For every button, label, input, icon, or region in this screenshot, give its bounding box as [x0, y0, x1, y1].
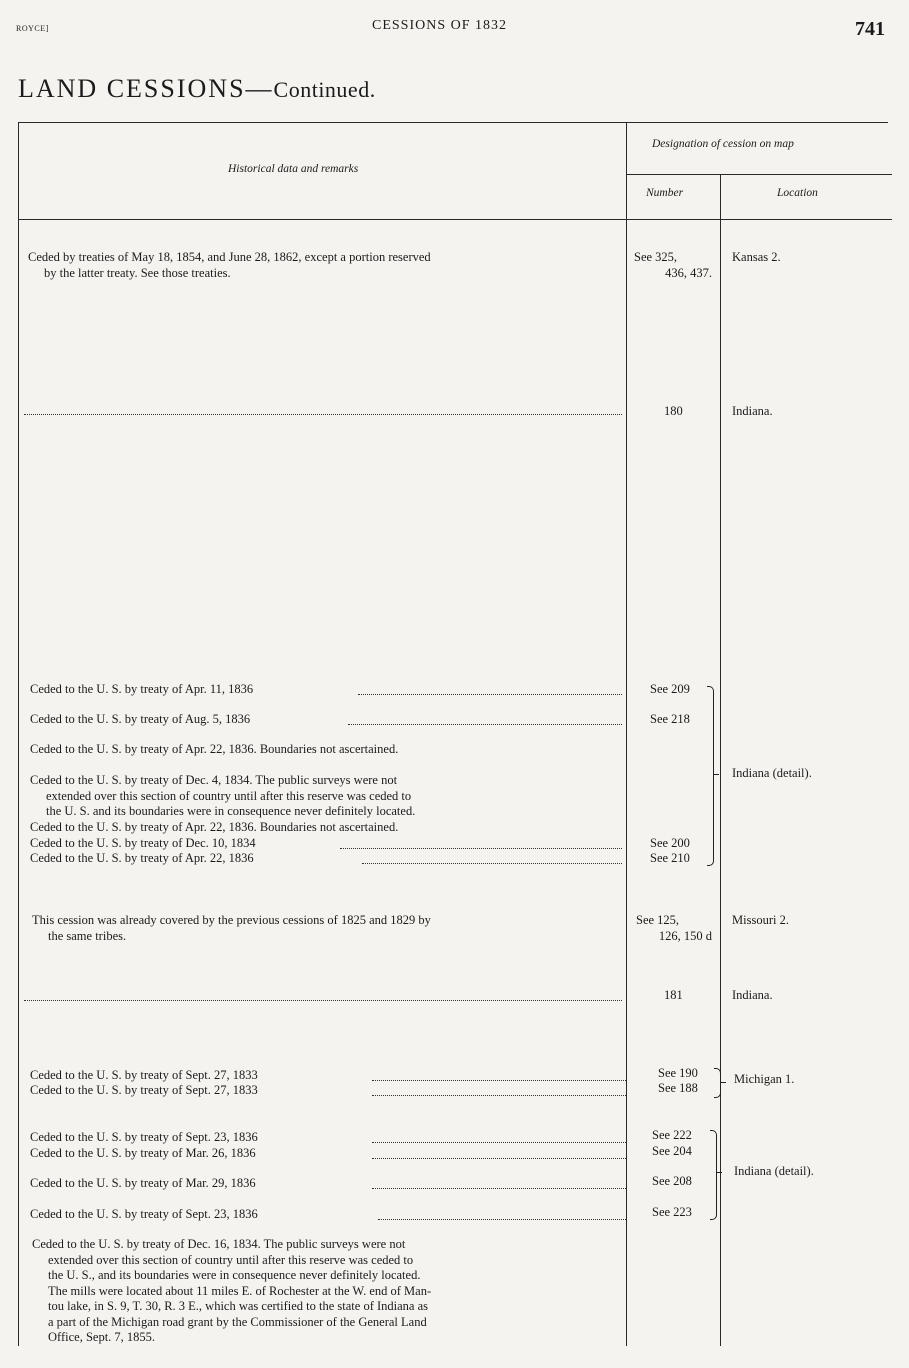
- g2-brace-tip: [721, 1082, 726, 1083]
- g1-row-b-leader: [348, 724, 622, 725]
- row-180-location: Indiana.: [732, 404, 773, 418]
- g2-row-a-leader: [372, 1080, 626, 1081]
- g3-row-a-number: See 222: [652, 1128, 692, 1142]
- column-head-number: Number: [646, 187, 684, 199]
- g2-row-b-number: See 188: [658, 1081, 698, 1095]
- g3-brace: [710, 1130, 717, 1220]
- g1-row-d: [30, 773, 415, 820]
- remark-line: This cession was already covered by the previous cessions of 1825 and 1829 by: [32, 913, 431, 927]
- table-left-rule: [18, 122, 19, 1346]
- table-top-rule: [18, 122, 888, 123]
- g3-row-d-number: See 223: [652, 1205, 692, 1219]
- remark-line: extended over this section of country until after this reserve was ceded to: [48, 1252, 414, 1267]
- header-bottom-rule: [18, 219, 892, 220]
- remark-line: the same tribes.: [48, 928, 127, 943]
- remark-line: Office, Sept. 7, 1855.: [48, 1330, 156, 1344]
- remark-line: extended over this section of country until after this reserve was ceded to: [46, 788, 412, 803]
- g1-brace: [707, 686, 714, 866]
- g3-row-d-leader: [378, 1219, 626, 1220]
- g1-row-a: Ceded to the U. S. by treaty of Apr. 11, 1836: [30, 682, 254, 696]
- g2-row-a-number: See 190: [658, 1066, 698, 1080]
- column-head-historical: Historical data and remarks: [228, 163, 359, 175]
- running-head-title: CESSIONS OF 1832: [372, 18, 508, 33]
- page-title: [18, 74, 376, 104]
- g2-location: Michigan 1.: [734, 1072, 795, 1086]
- column-head-location: Location: [777, 187, 818, 199]
- g1-row-e: Ceded to the U. S. by treaty of Apr. 22, 1836. Boundaries not ascertained.: [30, 820, 399, 834]
- column-rule-1: [626, 122, 627, 1346]
- g1-row-g-leader: [362, 863, 622, 864]
- row-180-number: 180: [664, 404, 683, 418]
- remark-line: by the latter treaty. See those treaties.: [44, 265, 231, 280]
- remark-line: a part of the Michigan road grant by the Commissioner of the General Land: [48, 1314, 427, 1329]
- row-181-leader: [24, 1000, 622, 1001]
- g3-row-e: [32, 1237, 431, 1346]
- page-number: 741: [855, 18, 885, 40]
- g1-row-f-number: See 200: [650, 836, 690, 850]
- title-dash: —: [245, 74, 274, 103]
- g2-brace: [714, 1068, 721, 1098]
- row-kansas-remark: [28, 250, 431, 281]
- running-head-author: ROYCE]: [16, 24, 49, 33]
- g1-row-b-number: See 218: [650, 712, 690, 726]
- g1-row-f: Ceded to the U. S. by treaty of Dec. 10, 1834: [30, 836, 256, 850]
- designation-subhead-rule: [626, 174, 892, 175]
- remark-line: Ceded to the U. S. by treaty of Dec. 4, 1834. The public surveys were not: [30, 773, 398, 787]
- row-181-location: Indiana.: [732, 988, 773, 1002]
- remark-line: tou lake, in S. 9, T. 30, R. 3 E., which was certified to the state of Indiana as: [48, 1299, 429, 1313]
- row-kansas-number: [634, 250, 712, 281]
- number-line: 436, 437.: [665, 265, 712, 280]
- remark-line: the U. S. and its boundaries were in consequence never definitely located.: [46, 804, 416, 818]
- row-181-number: 181: [664, 988, 683, 1002]
- row-kansas-location: Kansas 2.: [732, 250, 781, 264]
- g1-row-g: Ceded to the U. S. by treaty of Apr. 22, 1836: [30, 851, 254, 865]
- g3-row-b: Ceded to the U. S. by treaty of Mar. 26, 1836: [30, 1146, 256, 1160]
- row-180-leader: [24, 414, 622, 415]
- g3-row-b-number: See 204: [652, 1144, 692, 1158]
- column-rule-2: [720, 174, 721, 1346]
- g1-row-f-leader: [340, 848, 622, 849]
- g2-row-b-leader: [372, 1095, 626, 1096]
- g2-row-b: Ceded to the U. S. by treaty of Sept. 27, 1833: [30, 1083, 258, 1097]
- title-main: LAND CESSIONS: [18, 74, 246, 103]
- g3-row-c-leader: [372, 1188, 626, 1189]
- g2-row-a: Ceded to the U. S. by treaty of Sept. 27, 1833: [30, 1068, 258, 1082]
- g3-row-d: Ceded to the U. S. by treaty of Sept. 23, 1836: [30, 1207, 258, 1221]
- number-line: See 325,: [634, 250, 678, 264]
- g3-row-c: Ceded to the U. S. by treaty of Mar. 29, 1836: [30, 1176, 256, 1190]
- g1-brace-tip: [714, 774, 719, 775]
- g3-row-a-leader: [372, 1142, 626, 1143]
- remark-line: The mills were located about 11 miles E. of Rochester at the W. end of Man-: [48, 1283, 432, 1298]
- remark-line: the U. S., and its boundaries were in consequence never definitely located.: [48, 1268, 421, 1282]
- remark-line: Ceded by treaties of May 18, 1854, and June 28, 1862, except a portion reserved: [28, 250, 431, 264]
- number-line: See 125,: [636, 913, 680, 927]
- title-continued: Continued.: [273, 77, 376, 102]
- g3-location: Indiana (detail).: [734, 1164, 814, 1178]
- g1-location: Indiana (detail).: [732, 766, 812, 780]
- number-line: 126, 150 d: [658, 928, 712, 943]
- g3-brace-tip: [717, 1172, 722, 1173]
- g1-row-b: Ceded to the U. S. by treaty of Aug. 5, 1836: [30, 712, 251, 726]
- row-missouri-remark: [32, 913, 431, 944]
- g3-row-a: Ceded to the U. S. by treaty of Sept. 23, 1836: [30, 1130, 258, 1144]
- g1-row-a-leader: [358, 694, 622, 695]
- g1-row-g-number: See 210: [650, 851, 690, 865]
- g1-row-a-number: See 209: [650, 682, 690, 696]
- g3-row-b-leader: [372, 1158, 626, 1159]
- g1-row-c: Ceded to the U. S. by treaty of Apr. 22, 1836. Boundaries not ascertained.: [30, 742, 399, 756]
- column-head-designation: Designation of cession on map: [652, 138, 794, 150]
- row-missouri-location: Missouri 2.: [732, 913, 789, 927]
- row-missouri-number: [636, 913, 712, 944]
- remark-line: Ceded to the U. S. by treaty of Dec. 16, 1834. The public surveys were not: [32, 1237, 406, 1251]
- g3-row-c-number: See 208: [652, 1174, 692, 1188]
